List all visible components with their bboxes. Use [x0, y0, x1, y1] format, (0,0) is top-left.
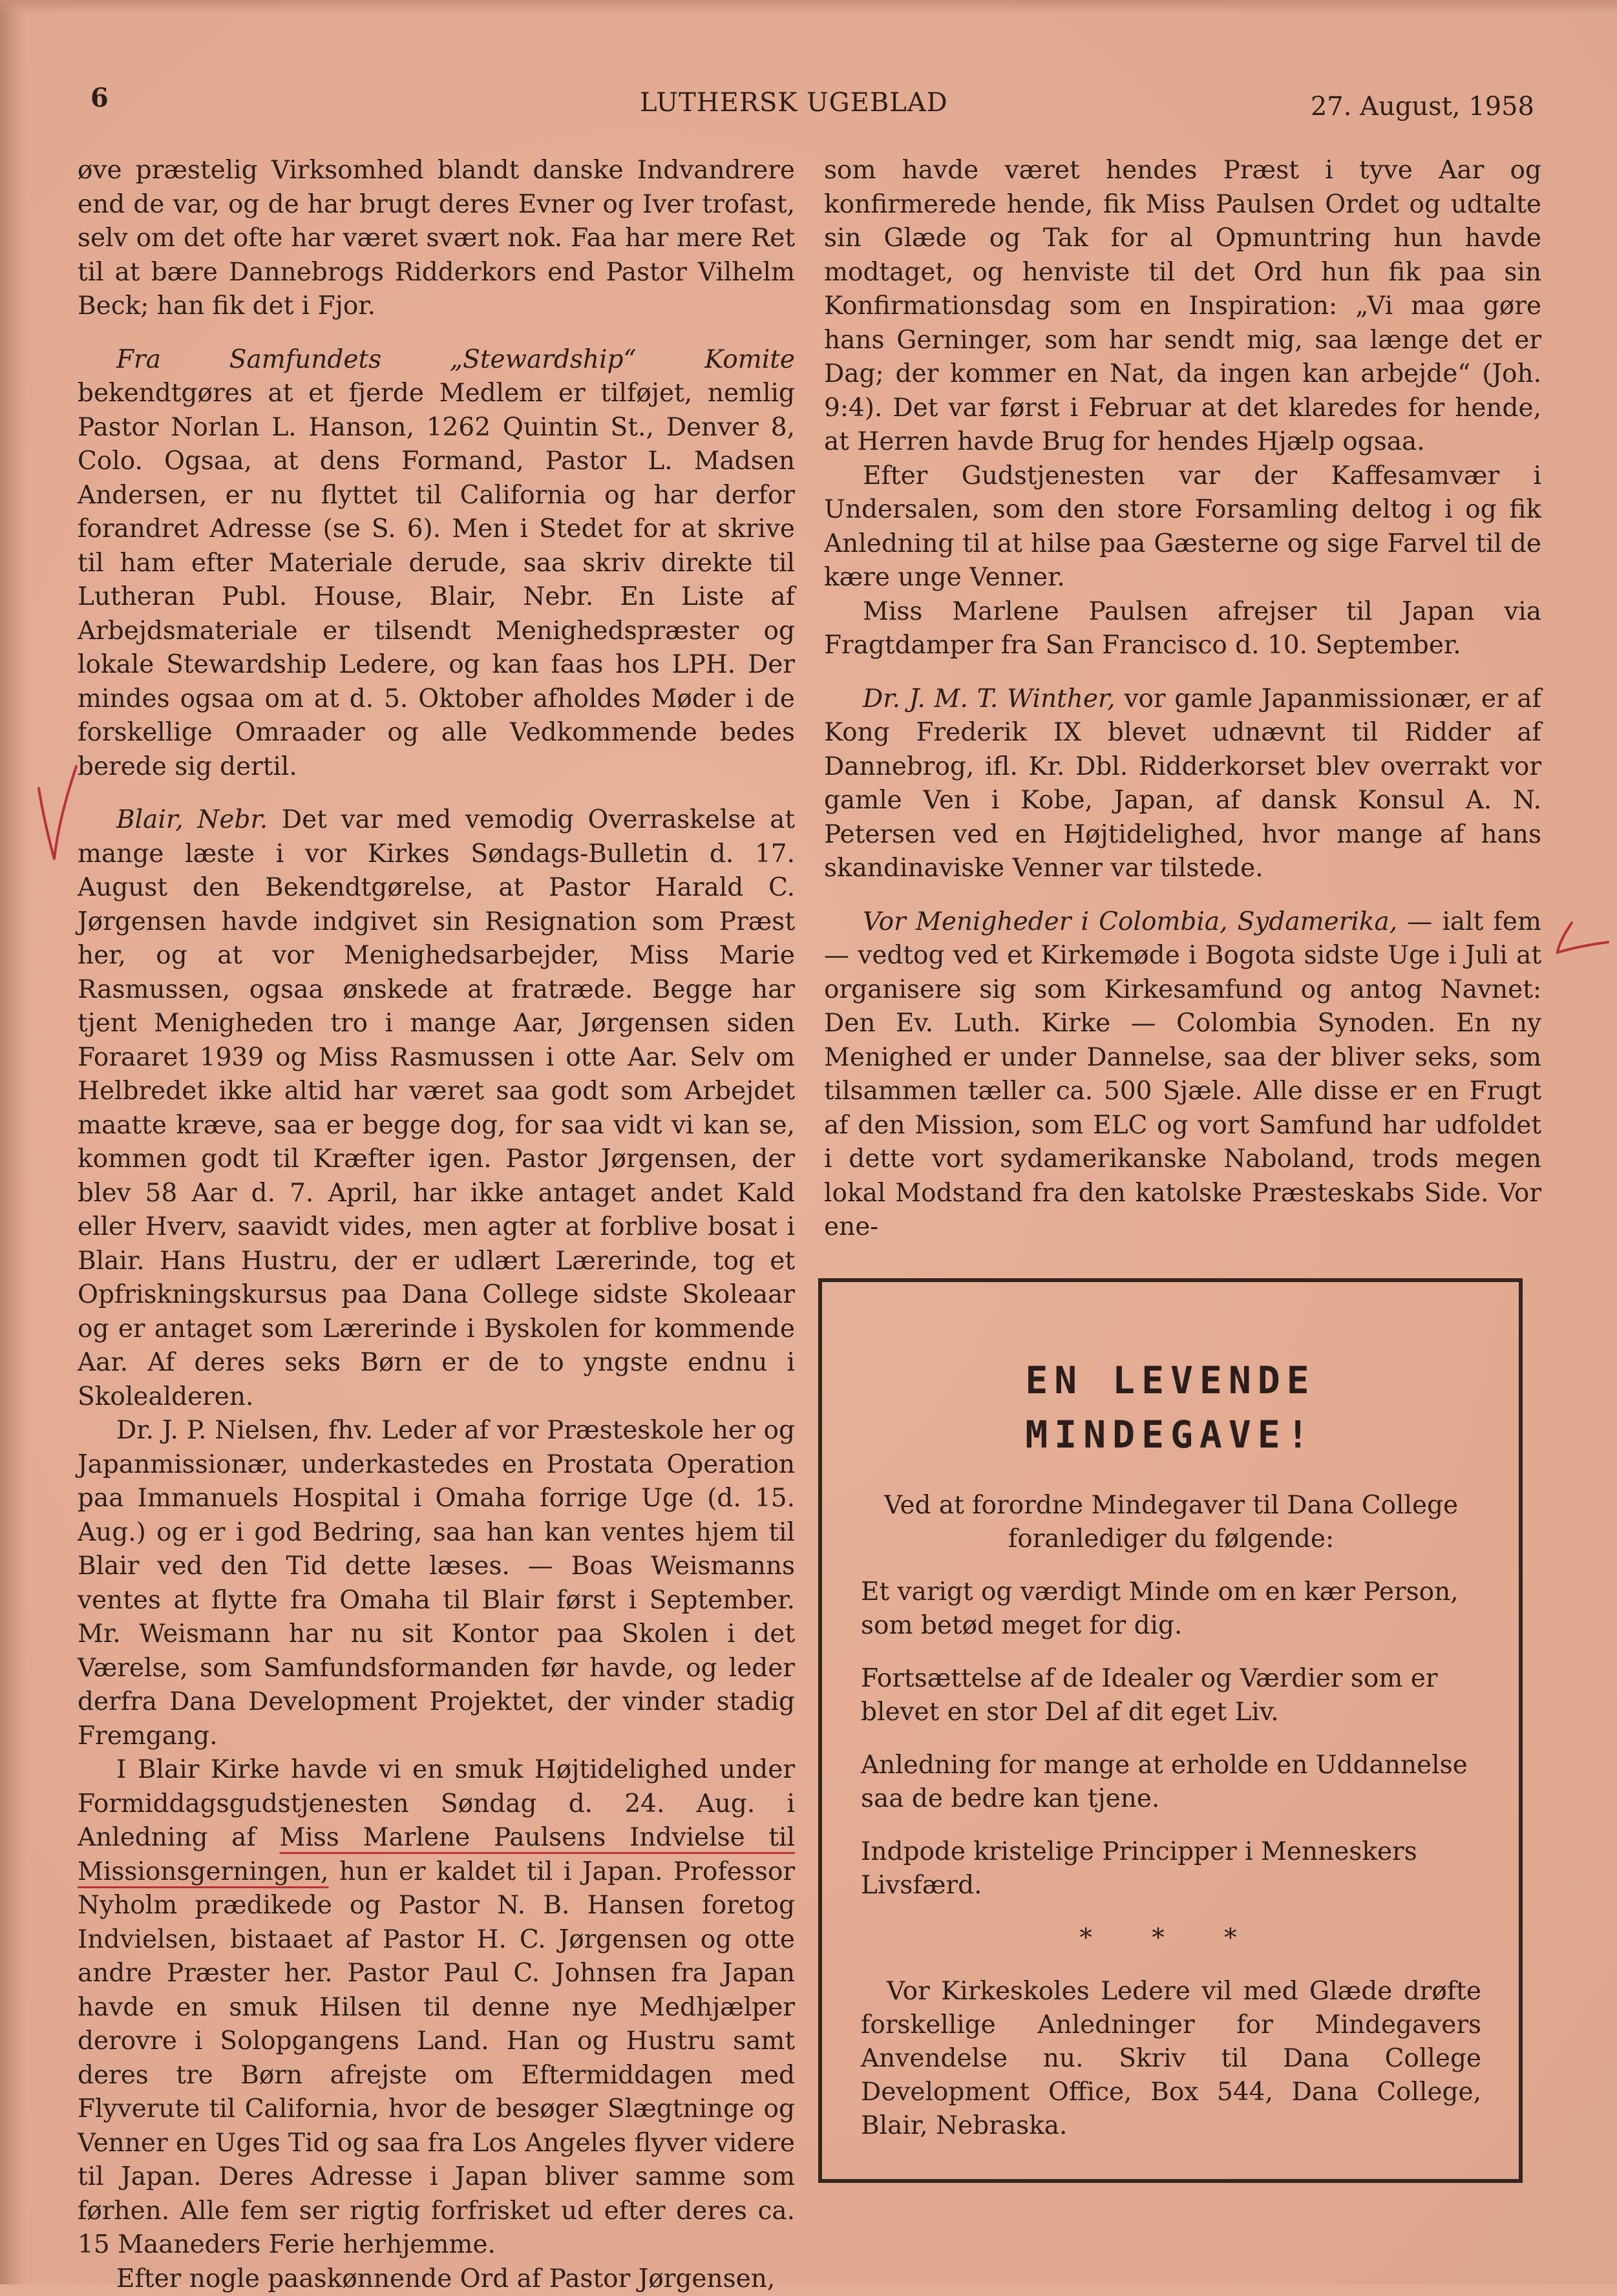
article-winther — [824, 682, 1541, 886]
pen-underlined-text: Miss Marlene Paulsens Indvielse til Missionsgerningen, — [78, 1823, 795, 1886]
article-afrejse: Miss Marlene Paulsen afrejser til Japan via Fragtdamper fra San Francisco d. 10. September. — [824, 595, 1541, 663]
article-nielsen: Dr. J. P. Nielsen, fhv. Leder af vor Præsteskole her og Japanmissionær, underkastedes en Prostata Operation paa Immanuels Hospital i Omaha forrige Uge (d. 15. Aug.) og er i god Bedring, saa han kan ventes hjem til Blair ved den Tid dette læses. — Boas Weismanns ventes at flytte fra Omaha til Blair først i September. Mr. Weismann har nu sit Kontor paa Skolen i det Værelse, som Samfundsformanden før havde, og leder derfra Dana Development Projektet, der vinder stadig Fremgang. — [78, 1414, 795, 1753]
article-body: vor gamle Japanmissionær, er af Kong Frederik IX blevet udnævnt til Ridder af Dannebrog, ifl. Kr. Dbl. Ridderkorset blev overrakt vor gamle Ven i Kobe, Japan, af dansk Konsul A. N. Petersen ved en Højtidelighed, hvor mange af hans skandinaviske Venner var tilstede. — [824, 684, 1541, 883]
article-blair — [78, 803, 795, 1414]
paper-edge-shadow — [0, 0, 28, 2284]
red-checkmark-icon — [35, 763, 80, 866]
ad-benefit-item: Anledning for mange at erholde en Uddannelse saa de bedre kan tjene. — [861, 1749, 1481, 1816]
ad-benefit-item: Indpode kristelige Principper i Menneskers Livsfærd. — [861, 1835, 1481, 1902]
article-lead: Dr. J. M. T. Winther, — [863, 684, 1115, 713]
issue-date: 27. August, 1958 — [1311, 92, 1534, 121]
article-body: I Blair Kirke havde vi en smuk Højtidelighed under Formiddagsgudstjenesten Søndag d. 24. Aug. i Anledning af — [78, 1755, 795, 1852]
ad-benefit-item: Fortsættelse af de Idealer og Værdier som er blevet en stor Del af dit eget Liv. — [861, 1662, 1481, 1729]
article-indvielse — [78, 1753, 795, 2262]
ad-separator: * * * — [861, 1922, 1481, 1955]
ad-title — [822, 1353, 1519, 1462]
article-continuation: som havde været hendes Præst i tyve Aar og konfirmerede hende, fik Miss Paulsen Ordet og udtalte sin Glæde og Tak for al Opmuntring hun havde modtaget, og henviste til det Ord hun fik paa sin Konfirmationsdag som en Inspiration: „Vi maa gøre hans Gerninger, som har sendt mig, saa længe det er Dag; der kommer en Nat, da ingen kan arbejde“ (Joh. 9:4). Det var først i Februar at det klaredes for hende, at Herren havde Brug for hendes Hjælp ogsaa. — [824, 154, 1541, 459]
ad-benefit-item: Et varigt og værdigt Minde om en kær Person, som betød meget for dig. — [861, 1575, 1481, 1643]
article-body: bekendtgøres at et fjerde Medlem er tilføjet, nemlig Pastor Norlan L. Hanson, 1262 Quintin St., Denver 8, Colo. Ogsaa, at dens Formand, Pastor L. Madsen Andersen, er nu flyttet til California og har derfor forandret Adresse (se S. 6). Men i Stedet for at skrive til ham efter Materiale derude, saa skriv direkte til Lutheran Publ. House, Blair, Nebr. En Liste af Arbejdsmateriale er tilsendt Menighedspræster og lokale Stewardship Ledere, og kan faas hos LPH. Der mindes ogsaa om at d. 5. Oktober afholdes Møder i de forskellige Omraader og alle Vedkommende bedes berede sig dertil. — [78, 379, 795, 781]
article-body: — ialt fem — vedtog ved et Kirkemøde i Bogota sidste Uge i Juli at organisere sig som Kirkesamfund og antog Navnet: Den Ev. Luth. Kirke — Colombia Synoden. En ny Menighed er under Dannelse, saa der bliver seks, som tilsammen tæller ca. 500 Sjæle. Alle disse er en Frugt af den Mission, som ELC og vort Samfund har udfoldet i dette vort sydamerikanske Naboland, trods megen lokal Modstand fra den katolske Præsteskabs Side. Vor ene- — [824, 907, 1541, 1242]
ad-title-line: EN LEVENDE — [822, 1353, 1519, 1407]
article-lead: Blair, Nebr. — [116, 805, 268, 834]
left-column — [78, 154, 795, 2296]
ad-intro: Ved at forordne Mindegaver til Dana College foranlediger du følgende: — [861, 1489, 1481, 1556]
ad-title-line: MINDEGAVE! — [822, 1407, 1519, 1462]
ad-closing: Vor Kirkeskoles Ledere vil med Glæde drøfte forskellige Anledninger for Mindegavers Anvendelse nu. Skriv til Dana College Development Office, Box 544, Dana College, Blair, Nebraska. — [861, 1975, 1481, 2143]
article-kaffesamvaer: Efter Gudstjenesten var der Kaffesamvær i Undersalen, som den store Forsamling deltog i og fik Anledning til at hilse paa Gæsterne og sige Farvel til de kære unge Venner. — [824, 459, 1541, 595]
memorial-gift-ad — [818, 1278, 1523, 2183]
right-column — [824, 154, 1541, 1245]
ad-body — [861, 1489, 1481, 2162]
article-continued: Efter nogle paaskønnende Ord af Pastor Jørgensen, — [78, 2262, 795, 2296]
article-body: hun er kaldet til i Japan. Professor Nyholm prædikede og Pastor N. B. Hansen foretog Indvielsen, bistaaet af Pastor H. C. Jørgensen og otte andre Præster her. Pastor Paul C. Johnsen fra Japan havde en smuk Hilsen til denne nye Medhjælper derovre i Solopgangens Land. Han og Hustru samt deres tre Børn afrejste om Eftermiddagen med Flyverute til California, hvor de besøger Slægtninge og Venner en Uges Tid og saa fra Los Angeles flyver videre til Japan. Deres Adresse i Japan bliver samme som førhen. Alle fem ser rigtig forfrisket ud efter deres ca. 15 Maaneders Ferie herhjemme. — [78, 1857, 795, 2260]
paper-top-shadow — [0, 0, 1617, 14]
article-continuation: øve præstelig Virksomhed blandt danske Indvandrere end de var, og de har brugt deres Evner og Iver trofast, selv om det ofte har været svært nok. Faa har mere Ret til at bære Dannebrogs Ridderkors end Pastor Vilhelm Beck; han fik det i Fjor. — [78, 154, 795, 324]
page-number: 6 — [90, 83, 109, 113]
article-stewardship — [78, 343, 795, 785]
article-lead: Vor Menigheder i Colombia, Sydamerika, — [863, 907, 1397, 936]
publication-title: LUTHERSK UGEBLAD — [640, 88, 948, 118]
red-bracket-mark-icon — [1546, 916, 1611, 962]
article-colombia — [824, 905, 1541, 1245]
article-body: Det var med vemodig Overraskelse at mange læste i vor Kirkes Søndags-Bulletin d. 17. August den Bekendtgørelse, at Pastor Harald C. Jørgensen havde indgivet sin Resignation som Præst her, og at vor Menighedsarbejder, Miss Marie Rasmussen, ogsaa ønskede at fratræde. Begge har tjent Menigheden tro i mange Aar, Jørgensen siden Foraaret 1939 og Miss Rasmussen i otte Aar. Selv om Helbredet ikke altid har været saa godt som Arbejdet maatte kræve, saa er begge dog, for saa vidt vi kan se, kommen godt til Kræfter igen. Pastor Jørgensen, der blev 58 Aar d. 7. April, har ikke antaget andet Kald eller Hverv, saavidt vides, men agter at forblive bosat i Blair. Hans Hustru, der er udlært Lærerinde, tog et Opfriskningskursus paa Dana College sidste Skoleaar og er antaget som Lærerinde i Byskolen for kommende Aar. Af deres seks Børn er de to yngste endnu i Skolealderen. — [78, 805, 795, 1411]
article-lead: Fra Samfundets „Stewardship“ Komite — [116, 345, 795, 374]
